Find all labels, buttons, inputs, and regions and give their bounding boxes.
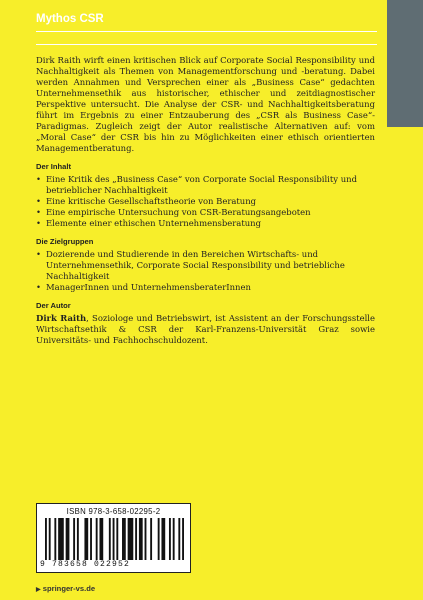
author-name: Dirk Raith [36,313,87,323]
list-item: • Eine kritische Gesellschaftstheorie von Beratung [36,196,375,207]
barcode-digits: 9 783658 022952 [40,560,131,569]
intro-paragraph: Dirk Raith wirft einen kritischen Blick auf Corporate Social Responsibility und Nachhaltigkeit als Themen von Managementforschung und -beratung. Dabei werden Annahmen und Versprechen einer als „Business Case“ gedachten Unternehmensethik aus historischer, ethischer und zeitdiagnostischer Perspektive untersucht. Die Analyse der CSR- und Nachhaltigkeitsberatung führt im Ergebnis zu einer Entzauberung des „CSR als Business Case“-Paradigmas. Zugleich zeigt der Autor realistische Alternativen auf: vom „Moral Case“ der CSR bis hin zu Möglichkeiten einer ethisch orientierten Managementberatung. [36,55,375,153]
list-item: • Elemente einer ethischen Unternehmensberatung [36,218,375,229]
zielgruppen-heading: Die Zielgruppen [36,237,94,246]
top-rule [36,31,377,32]
inhalt-heading: Der Inhalt [36,162,72,171]
inhalt-list [36,174,375,229]
barcode [36,503,191,573]
list-item: • Eine empirische Untersuchung von CSR-Beratungsangeboten [36,207,375,218]
list-item: • Dozierende und Studierende in den Bereichen Wirtschafts- und Unternehmensethik, Corporate Social Responsibility und betriebliche Nachhaltigkeit [36,249,375,282]
publisher-url: ▶ springer-vs.de [36,584,96,593]
list-item: • Eine Kritik des „Business Case“ von Corporate Social Responsibility und betrieblicher Nachhaltigkeit [36,174,375,196]
author-bio: , Soziologe und Betriebswirt, ist Assistent an der Forschungsstelle Wirtschaftsethik & CSR der Karl-Franzens-Universität Graz sowie Universitäts- und Fachhochschuldozent. [36,313,375,345]
barcode-bars [45,518,184,560]
back-cover-text [36,55,375,346]
gray-side-bar [387,0,423,127]
book-title: Mythos CSR [36,13,104,25]
list-item: • ManagerInnen und UnternehmensberaterInnen [36,282,375,293]
second-rule [36,44,377,45]
isbn-label: ISBN 978-3-658-02295-2 [66,507,161,516]
zielgruppen-list [36,249,375,293]
author-paragraph [36,313,375,346]
url-text: springer-vs.de [42,584,96,593]
autor-heading: Der Autor [36,301,71,310]
